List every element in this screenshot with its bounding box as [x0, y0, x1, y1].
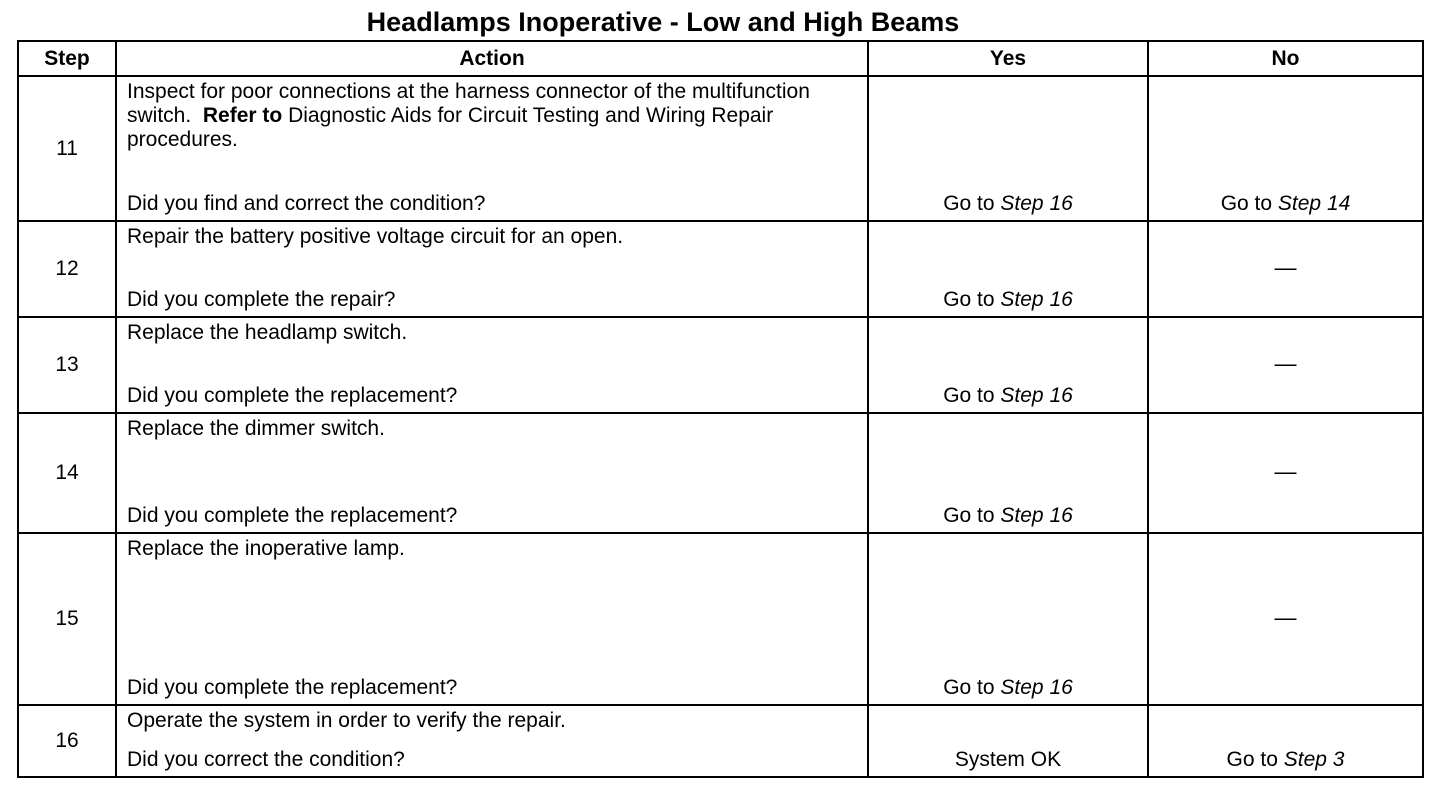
- table-row: [18, 705, 1423, 777]
- table-row: [18, 317, 1423, 413]
- header-action: Action: [116, 41, 868, 76]
- step-number: 16: [18, 705, 116, 777]
- question: Did you complete the replacement?: [127, 676, 458, 699]
- header-no: No: [1148, 41, 1423, 76]
- header-row: [18, 41, 1423, 76]
- yes-cell: System OK: [868, 705, 1148, 777]
- step-link[interactable]: Step 16: [1000, 384, 1073, 407]
- step-link[interactable]: Step 16: [1000, 288, 1073, 311]
- step-link[interactable]: Step 14: [1277, 192, 1351, 215]
- step-link[interactable]: Step 16: [1000, 504, 1073, 527]
- step-number: 14: [18, 413, 116, 533]
- instruction: Repair the battery positive voltage circuit for an open.: [127, 225, 624, 248]
- step-link[interactable]: Step 16: [1000, 676, 1073, 699]
- yes-cell: Go to Step 16: [868, 413, 1148, 533]
- question: Did you complete the replacement?: [127, 384, 458, 407]
- table-row: [18, 76, 1423, 221]
- no-cell: Go to Step 14: [1148, 76, 1423, 221]
- instruction: Replace the inoperative lamp.: [127, 537, 405, 560]
- question: Did you find and correct the condition?: [127, 192, 486, 215]
- action-cell: [116, 76, 868, 221]
- no-cell: —: [1148, 413, 1423, 533]
- yes-cell: Go to Step 16: [868, 533, 1148, 705]
- step-number: 11: [18, 76, 116, 221]
- action-cell: [116, 221, 868, 317]
- header-step: Step: [18, 41, 116, 76]
- step-number: 15: [18, 533, 116, 705]
- no-cell: Go to Step 3: [1148, 705, 1423, 777]
- instruction: Replace the headlamp switch.: [127, 321, 408, 344]
- no-cell: —: [1148, 317, 1423, 413]
- question: Did you correct the condition?: [127, 748, 405, 771]
- step-number: 13: [18, 317, 116, 413]
- page-title: Headlamps Inoperative - Low and High Beams: [366, 7, 960, 37]
- step-number: 12: [18, 221, 116, 317]
- table-row: [18, 413, 1423, 533]
- header-yes: Yes: [868, 41, 1148, 76]
- no-cell: —: [1148, 221, 1423, 317]
- action-cell: [116, 317, 868, 413]
- yes-cell: Go to Step 16: [868, 221, 1148, 317]
- step-link[interactable]: Step 16: [1000, 192, 1073, 215]
- instruction: Replace the dimmer switch.: [127, 417, 385, 440]
- action-cell: [116, 705, 868, 777]
- action-cell: [116, 413, 868, 533]
- instruction: Inspect for poor connections at the harness connector of the multifunction switch. Refer to Diagnostic Aids for Circuit Testing and Wiring Repair procedures.: [127, 80, 810, 151]
- yes-cell: Go to Step 16: [868, 317, 1148, 413]
- table-row: [18, 533, 1423, 705]
- refer-to-label: Refer to: [202, 104, 283, 127]
- no-cell: —: [1148, 533, 1423, 705]
- yes-cell: Go to Step 16: [868, 76, 1148, 221]
- diagnostic-table: [17, 40, 1424, 778]
- question: Did you complete the replacement?: [127, 504, 458, 527]
- action-cell: [116, 533, 868, 705]
- instruction: Operate the system in order to verify the repair.: [127, 709, 566, 732]
- step-link[interactable]: Step 3: [1283, 748, 1345, 771]
- question: Did you complete the repair?: [127, 288, 396, 311]
- table-row: [18, 221, 1423, 317]
